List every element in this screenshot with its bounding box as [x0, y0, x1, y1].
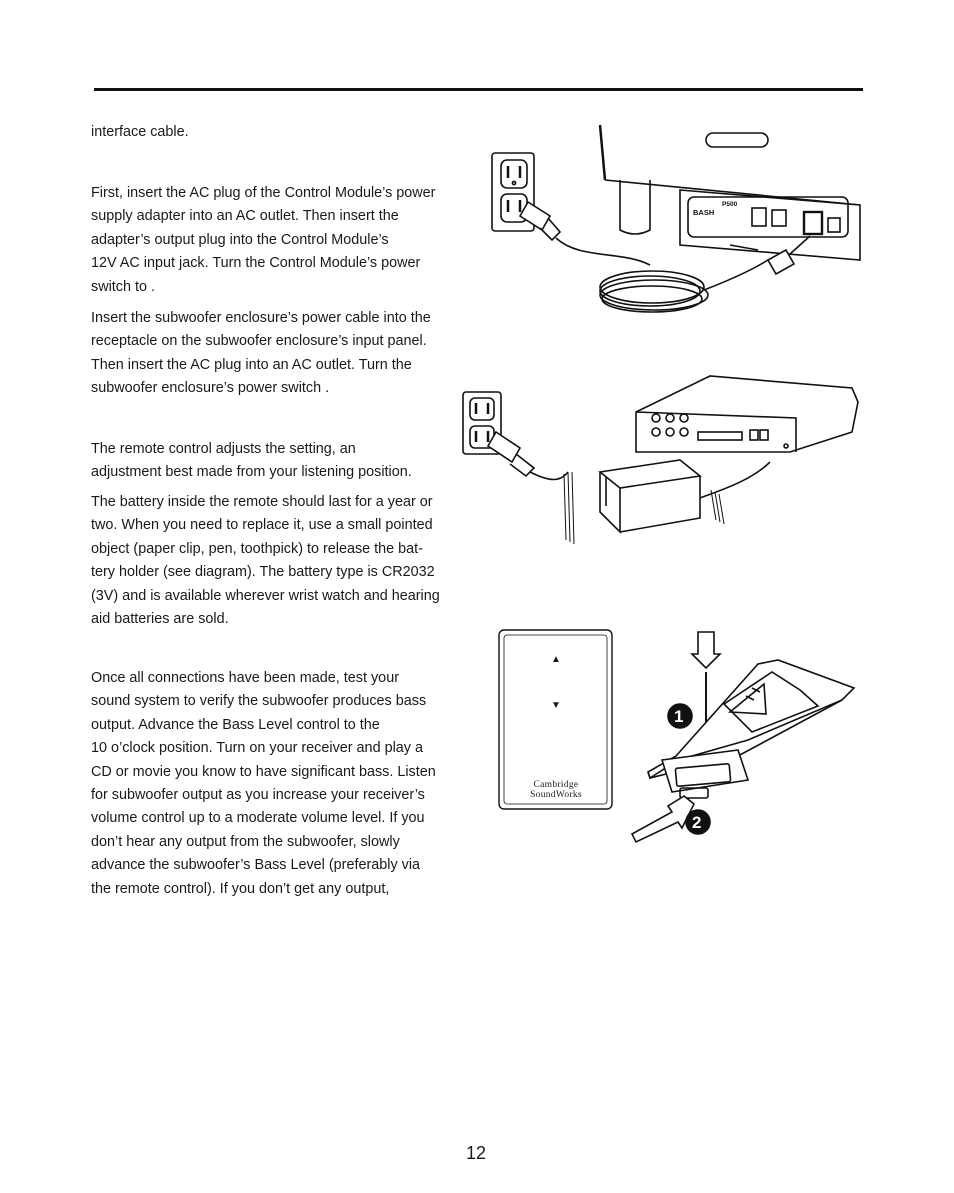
- paragraph-power-setup: First, insert the AC plug of the Control Module’s power supply adapter into an AC outlet. Then insert the adapter’s output plug into the Control Module’s 12V AC input jack. Turn the Control Module’s power switch to .: [91, 185, 436, 295]
- page-number: 12: [466, 1143, 487, 1163]
- adapter-cable: [700, 462, 770, 498]
- remote-down-button[interactable]: ▼: [551, 700, 561, 711]
- step-two-label: 2: [692, 813, 702, 832]
- control-module-icon: [636, 376, 858, 452]
- panel-brand-label: BASH: [693, 208, 715, 217]
- interface-cable-line: interface cable.: [91, 124, 189, 140]
- step-one-label: 1: [674, 707, 684, 726]
- paragraph-remote-control: The remote control adjusts the setting, an adjustment best made from your listening position.: [91, 441, 412, 481]
- power-adapter-icon: [600, 460, 700, 532]
- remote-brand-logo: Cambridge SoundWorks: [530, 780, 582, 800]
- paragraph-subwoofer-power: Insert the subwoofer enclosure’s power cable into the receptacle on the subwoofer enclosure’s input panel. Then insert the AC plug into an AC outlet. Turn the subwoofer enclosure’s power switch .: [91, 310, 431, 397]
- press-arrow-icon: [692, 632, 720, 668]
- panel-model-label: P500: [722, 201, 738, 208]
- subwoofer-enclosure-icon: [600, 125, 860, 260]
- remote-up-button[interactable]: ▲: [551, 654, 561, 665]
- header-rule: [94, 88, 863, 91]
- pull-arrow-icon: [632, 796, 694, 842]
- paragraph-battery: The battery inside the remote should last for a year or two. When you need to replace it, use a small pointed object (paper clip, pen, toothpick) to release the bat- tery holder (see diagram). The battery type is CR2032 (3V) and is available wherever wrist watch and hearing aid batteries are sold.: [91, 494, 440, 628]
- control-module-power-diagram: [460, 372, 864, 552]
- subwoofer-power-diagram: [490, 120, 868, 320]
- paragraph-test-system: Once all connections have been made, test your sound system to verify the subwoofer produces bass output. Advance the Bass Level control to the 10 o’clock position. Turn on your receiver and play a CD or movie you know to have significant bass. Listen for subwoofer output as you increase your receiver’s volume control up to a moderate volume level. If you don’t hear any output from the subwoofer, slowly advance the subwoofer’s Bass Level (preferably via the remote control). If you don’t get any output,: [91, 670, 436, 897]
- battery-removal-diagram: [628, 628, 864, 852]
- ac-plug-icon: [520, 202, 560, 240]
